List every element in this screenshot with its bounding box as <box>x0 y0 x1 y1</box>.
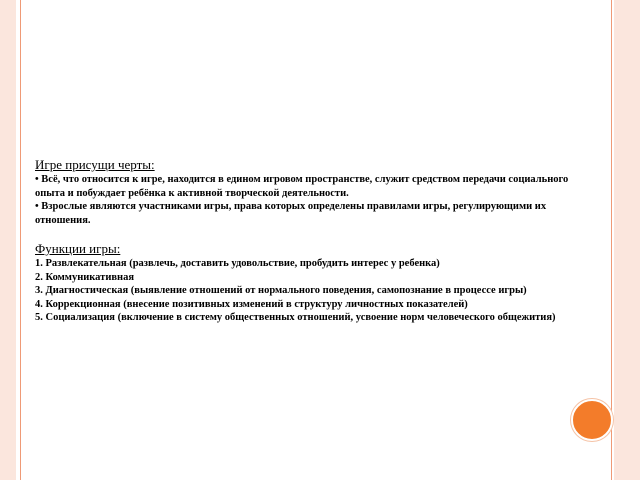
left-border-decoration <box>0 0 16 480</box>
slide-content <box>35 157 595 325</box>
function-item: 3. Диагностическая (выявление отношений от нормального поведения, самопознание в процессе игры) <box>35 285 527 296</box>
function-item: 4. Коррекционная (внесение позитивных изменений в структуру личностных показателей) <box>35 298 468 310</box>
function-item: 2. Коммуникативная <box>35 271 135 283</box>
functions-heading: Функции игры: <box>35 241 121 256</box>
function-item: 1. Развлекательная (развлечь, доставить удовольствие, пробудить интерес у ребенка) <box>35 258 440 269</box>
right-border-decoration <box>614 0 640 480</box>
orange-circle-decoration <box>571 399 613 441</box>
right-border-line <box>611 0 612 480</box>
function-item: 5. Социализация (включение в систему общественных отношений, усвоение норм человеческого общежития) <box>35 312 556 323</box>
trait-item: • Всё, что относится к игре, находится в едином игровом пространстве, служит средством передачи социального опыта и побуждает ребёнка к активной творческой деятельности. <box>35 174 569 199</box>
trait-item: • Взрослые являются участниками игры, права которых определены правилами игры, регулирующими их отношения. <box>35 201 547 226</box>
left-border-line <box>20 0 21 480</box>
traits-heading: Игре присущи черты: <box>35 157 155 172</box>
